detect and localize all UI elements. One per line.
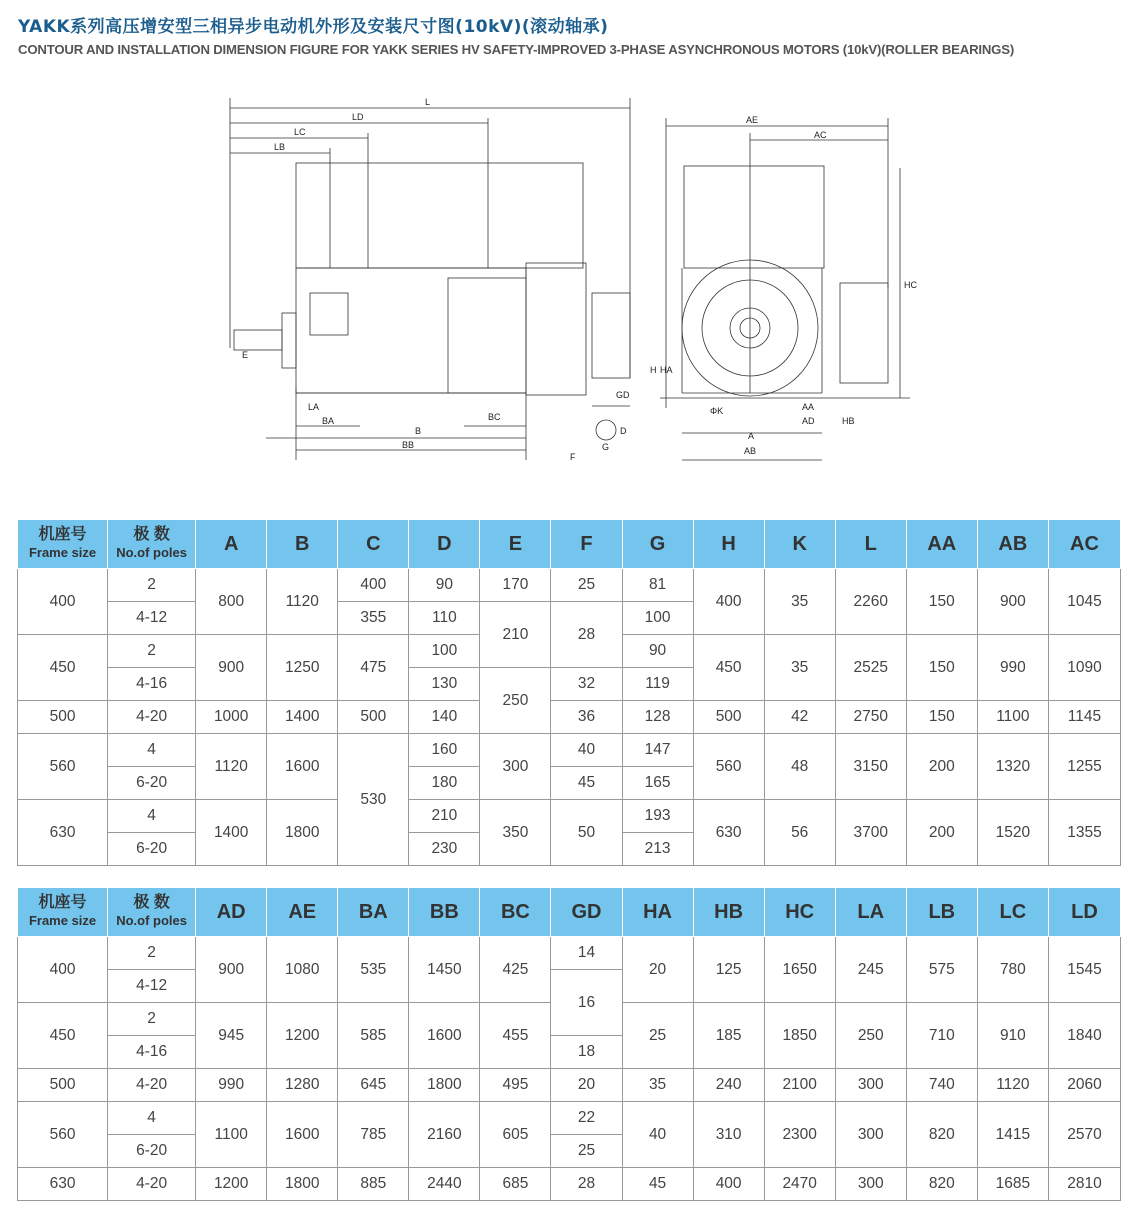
- table-cell: 1850: [764, 1003, 835, 1069]
- table-cell: 14: [551, 937, 622, 970]
- header-col: BB: [409, 888, 480, 937]
- table-row: [18, 1168, 1121, 1201]
- table-cell: 500: [693, 701, 764, 734]
- table-row: [18, 701, 1121, 734]
- table-cell: 25: [622, 1003, 693, 1069]
- table-cell: 900: [196, 937, 267, 1003]
- label-HB: HB: [842, 416, 855, 426]
- table-cell: 2060: [1048, 1069, 1120, 1102]
- table-cell: 630: [693, 800, 764, 866]
- header-col: AD: [196, 888, 267, 937]
- table-cell: 90: [622, 635, 693, 668]
- table-cell: 125: [693, 937, 764, 1003]
- page-title-cn: YAKK系列高压增安型三相异步电动机外形及安装尺寸图(10kV)(滚动轴承): [18, 17, 609, 37]
- dimension-table-2: [17, 887, 1121, 1201]
- table-cell: 355: [338, 602, 409, 635]
- table-cell: 630: [18, 800, 108, 866]
- table-row: [18, 734, 1121, 767]
- table-cell: 780: [977, 937, 1048, 1003]
- table-cell: 18: [551, 1036, 622, 1069]
- label-LD: LD: [352, 112, 364, 122]
- header-col: LD: [1048, 888, 1120, 937]
- table-cell: 48: [764, 734, 835, 800]
- table-cell: 36: [551, 701, 622, 734]
- table-cell: 910: [977, 1003, 1048, 1069]
- table-cell: 100: [409, 635, 480, 668]
- table-cell: 630: [18, 1168, 108, 1201]
- table-cell: 450: [18, 1003, 108, 1069]
- page-title-en: CONTOUR AND INSTALLATION DIMENSION FIGURE FOR YAKK SERIES HV SAFETY-IMPROVED 3-PHASE ASYNCHRONOUS MOTORS (10kV)(ROLLER BEARINGS): [18, 42, 1015, 57]
- header-col: BA: [338, 888, 409, 937]
- table-cell: 2570: [1048, 1102, 1120, 1168]
- table-cell: 1280: [267, 1069, 338, 1102]
- table-cell: 1650: [764, 937, 835, 1003]
- table-cell: 1450: [409, 937, 480, 1003]
- table-cell: 6-20: [108, 767, 196, 800]
- label-GD: GD: [616, 390, 630, 400]
- table-cell: 2750: [835, 701, 906, 734]
- header-col: HC: [764, 888, 835, 937]
- table-cell: 35: [622, 1069, 693, 1102]
- table-cell: 605: [480, 1102, 551, 1168]
- header-col: B: [267, 520, 338, 569]
- table-cell: 1520: [977, 800, 1048, 866]
- label-AE: AE: [746, 115, 759, 125]
- header-col: L: [835, 520, 906, 569]
- table-cell: 400: [338, 569, 409, 602]
- table-cell: 500: [18, 1069, 108, 1102]
- table-cell: 1120: [196, 734, 267, 800]
- table-cell: 40: [622, 1102, 693, 1168]
- table-cell: 560: [18, 1102, 108, 1168]
- table-cell: 45: [622, 1168, 693, 1201]
- table-cell: 1145: [1048, 701, 1120, 734]
- table-cell: 645: [338, 1069, 409, 1102]
- table-cell: 81: [622, 569, 693, 602]
- table-cell: 4-12: [108, 602, 196, 635]
- table-cell: 250: [480, 668, 551, 734]
- header-col: K: [764, 520, 835, 569]
- table-cell: 200: [906, 734, 977, 800]
- table-cell: 710: [906, 1003, 977, 1069]
- table-cell: 245: [835, 937, 906, 1003]
- header-col: AE: [267, 888, 338, 937]
- table-cell: 45: [551, 767, 622, 800]
- table-cell: 193: [622, 800, 693, 833]
- table-cell: 210: [409, 800, 480, 833]
- table-cell: 1255: [1048, 734, 1120, 800]
- table-cell: 140: [409, 701, 480, 734]
- table-cell: 1400: [196, 800, 267, 866]
- table-cell: 28: [551, 602, 622, 668]
- table-cell: 475: [338, 635, 409, 701]
- table-cell: 20: [622, 937, 693, 1003]
- table-cell: 1120: [977, 1069, 1048, 1102]
- table-cell: 1250: [267, 635, 338, 701]
- table-cell: 28: [551, 1168, 622, 1201]
- table-cell: 300: [835, 1102, 906, 1168]
- table-cell: 4-16: [108, 668, 196, 701]
- table-row: [18, 1069, 1121, 1102]
- table-cell: 585: [338, 1003, 409, 1069]
- header-poles: 极 数 No.of poles: [108, 888, 196, 937]
- table-cell: 1320: [977, 734, 1048, 800]
- table-cell: 300: [835, 1069, 906, 1102]
- label-HC: HC: [904, 280, 917, 290]
- table-cell: 240: [693, 1069, 764, 1102]
- table-cell: 119: [622, 668, 693, 701]
- label-LC: LC: [294, 127, 306, 137]
- table-cell: 900: [977, 569, 1048, 635]
- label-LA: LA: [308, 402, 320, 412]
- label-L: L: [425, 97, 431, 107]
- label-B: B: [415, 426, 422, 436]
- header-poles: 极 数 No.of poles: [108, 520, 196, 569]
- table-cell: 500: [18, 701, 108, 734]
- table-row: [18, 937, 1121, 970]
- table-cell: 1800: [267, 1168, 338, 1201]
- table-cell: 1355: [1048, 800, 1120, 866]
- table-cell: 530: [338, 734, 409, 866]
- label-BB: BB: [402, 440, 415, 450]
- table-cell: 130: [409, 668, 480, 701]
- table-cell: 1800: [267, 800, 338, 866]
- table-cell: 6-20: [108, 833, 196, 866]
- table-cell: 4: [108, 1102, 196, 1135]
- table-cell: 4: [108, 800, 196, 833]
- header-col: AB: [977, 520, 1048, 569]
- header-col: G: [622, 520, 693, 569]
- label-F: F: [570, 452, 576, 462]
- table-cell: 160: [409, 734, 480, 767]
- header-col: BC: [480, 888, 551, 937]
- table-cell: 990: [977, 635, 1048, 701]
- label-HA: HA: [660, 365, 673, 375]
- header-col: AC: [1048, 520, 1120, 569]
- table-cell: 450: [693, 635, 764, 701]
- header-col: D: [409, 520, 480, 569]
- table-cell: 170: [480, 569, 551, 602]
- table-cell: 20: [551, 1069, 622, 1102]
- header-col: E: [480, 520, 551, 569]
- table-cell: 1045: [1048, 569, 1120, 635]
- label-AD: AD: [802, 416, 815, 426]
- label-H: H: [650, 365, 657, 375]
- table-cell: 945: [196, 1003, 267, 1069]
- table-cell: 1080: [267, 937, 338, 1003]
- table-cell: 535: [338, 937, 409, 1003]
- table-cell: 1100: [196, 1102, 267, 1168]
- table-cell: 400: [693, 1168, 764, 1201]
- table-row: [18, 800, 1121, 833]
- dimension-drawing: [220, 88, 920, 468]
- table-cell: 310: [693, 1102, 764, 1168]
- table-cell: 2100: [764, 1069, 835, 1102]
- dimension-table-1: [17, 519, 1121, 866]
- table-cell: 50: [551, 800, 622, 866]
- table-cell: 40: [551, 734, 622, 767]
- header-col: AA: [906, 520, 977, 569]
- table-cell: 100: [622, 602, 693, 635]
- table-cell: 820: [906, 1102, 977, 1168]
- motor-outline-drawing: [220, 88, 920, 468]
- table-cell: 1840: [1048, 1003, 1120, 1069]
- table-cell: 22: [551, 1102, 622, 1135]
- table-cell: 1800: [409, 1069, 480, 1102]
- header-col: F: [551, 520, 622, 569]
- table-cell: 2260: [835, 569, 906, 635]
- table-cell: 2: [108, 937, 196, 970]
- table-cell: 740: [906, 1069, 977, 1102]
- table-row: [18, 569, 1121, 602]
- table-cell: 150: [906, 635, 977, 701]
- table-cell: 1400: [267, 701, 338, 734]
- table-cell: 425: [480, 937, 551, 1003]
- table-cell: 2: [108, 569, 196, 602]
- table-cell: 150: [906, 569, 977, 635]
- table-cell: 4-20: [108, 1069, 196, 1102]
- header-col: LB: [906, 888, 977, 937]
- table-cell: 165: [622, 767, 693, 800]
- table-cell: 185: [693, 1003, 764, 1069]
- table-cell: 1685: [977, 1168, 1048, 1201]
- label-A: A: [748, 431, 755, 441]
- table-cell: 230: [409, 833, 480, 866]
- table-cell: 4: [108, 734, 196, 767]
- table-cell: 450: [18, 635, 108, 701]
- table-cell: 1200: [196, 1168, 267, 1201]
- label-AC: AC: [814, 130, 827, 140]
- table-cell: 575: [906, 937, 977, 1003]
- table-cell: 1545: [1048, 937, 1120, 1003]
- table-cell: 300: [835, 1168, 906, 1201]
- table-cell: 800: [196, 569, 267, 635]
- table-cell: 350: [480, 800, 551, 866]
- label-LB: LB: [274, 142, 286, 152]
- header-col: LC: [977, 888, 1048, 937]
- table-cell: 110: [409, 602, 480, 635]
- label-BA: BA: [322, 416, 335, 426]
- label-BC: BC: [488, 412, 501, 422]
- drawing-labels: [242, 97, 917, 462]
- table-cell: 560: [18, 734, 108, 800]
- table-cell: 300: [480, 734, 551, 800]
- table-row: [18, 1102, 1121, 1135]
- table-cell: 56: [764, 800, 835, 866]
- label-D: D: [620, 426, 627, 436]
- table-cell: 2: [108, 635, 196, 668]
- header-col: LA: [835, 888, 906, 937]
- table-cell: 400: [693, 569, 764, 635]
- table-cell: 32: [551, 668, 622, 701]
- table-cell: 3150: [835, 734, 906, 800]
- header-col: C: [338, 520, 409, 569]
- table-cell: 400: [18, 569, 108, 635]
- label-AA: AA: [802, 402, 815, 412]
- table-cell: 35: [764, 569, 835, 635]
- table-cell: 4-12: [108, 970, 196, 1003]
- table-cell: 455: [480, 1003, 551, 1069]
- table-cell: 90: [409, 569, 480, 602]
- table-cell: 560: [693, 734, 764, 800]
- table-cell: 495: [480, 1069, 551, 1102]
- table-cell: 990: [196, 1069, 267, 1102]
- table-cell: 25: [551, 1135, 622, 1168]
- table-cell: 4-16: [108, 1036, 196, 1069]
- table-cell: 2470: [764, 1168, 835, 1201]
- table-cell: 820: [906, 1168, 977, 1201]
- table-cell: 500: [338, 701, 409, 734]
- header-col: A: [196, 520, 267, 569]
- header-col: HB: [693, 888, 764, 937]
- table-cell: 2440: [409, 1168, 480, 1201]
- table-cell: 1415: [977, 1102, 1048, 1168]
- table-cell: 1120: [267, 569, 338, 635]
- table-cell: 1000: [196, 701, 267, 734]
- table-cell: 2810: [1048, 1168, 1120, 1201]
- table-cell: 4-20: [108, 701, 196, 734]
- header-col: H: [693, 520, 764, 569]
- table-cell: 200: [906, 800, 977, 866]
- label-E: E: [242, 350, 249, 360]
- table-cell: 900: [196, 635, 267, 701]
- table-cell: 6-20: [108, 1135, 196, 1168]
- table-cell: 885: [338, 1168, 409, 1201]
- table-cell: 210: [480, 602, 551, 668]
- table-cell: 400: [18, 937, 108, 1003]
- table-cell: 1600: [267, 1102, 338, 1168]
- table-cell: 35: [764, 635, 835, 701]
- table-cell: 1600: [267, 734, 338, 800]
- table-cell: 785: [338, 1102, 409, 1168]
- table-cell: 1100: [977, 701, 1048, 734]
- table-cell: 2: [108, 1003, 196, 1036]
- table-cell: 1200: [267, 1003, 338, 1069]
- table-cell: 128: [622, 701, 693, 734]
- table-cell: 16: [551, 970, 622, 1036]
- table-cell: 180: [409, 767, 480, 800]
- table-cell: 3700: [835, 800, 906, 866]
- header-col: HA: [622, 888, 693, 937]
- label-AB: AB: [744, 446, 757, 456]
- table-cell: 42: [764, 701, 835, 734]
- label-K: ΦK: [710, 406, 724, 416]
- table-cell: 147: [622, 734, 693, 767]
- table-cell: 2300: [764, 1102, 835, 1168]
- table-cell: 25: [551, 569, 622, 602]
- label-G: G: [602, 442, 610, 452]
- table-cell: 1600: [409, 1003, 480, 1069]
- table-cell: 250: [835, 1003, 906, 1069]
- table-cell: 213: [622, 833, 693, 866]
- table-cell: 2525: [835, 635, 906, 701]
- header-frame-size: 机座号 Frame size: [18, 888, 108, 937]
- table-cell: 685: [480, 1168, 551, 1201]
- header-frame-size: 机座号 Frame size: [18, 520, 108, 569]
- header-col: GD: [551, 888, 622, 937]
- table-cell: 2160: [409, 1102, 480, 1168]
- table-cell: 4-20: [108, 1168, 196, 1201]
- table-cell: 1090: [1048, 635, 1120, 701]
- table-cell: 150: [906, 701, 977, 734]
